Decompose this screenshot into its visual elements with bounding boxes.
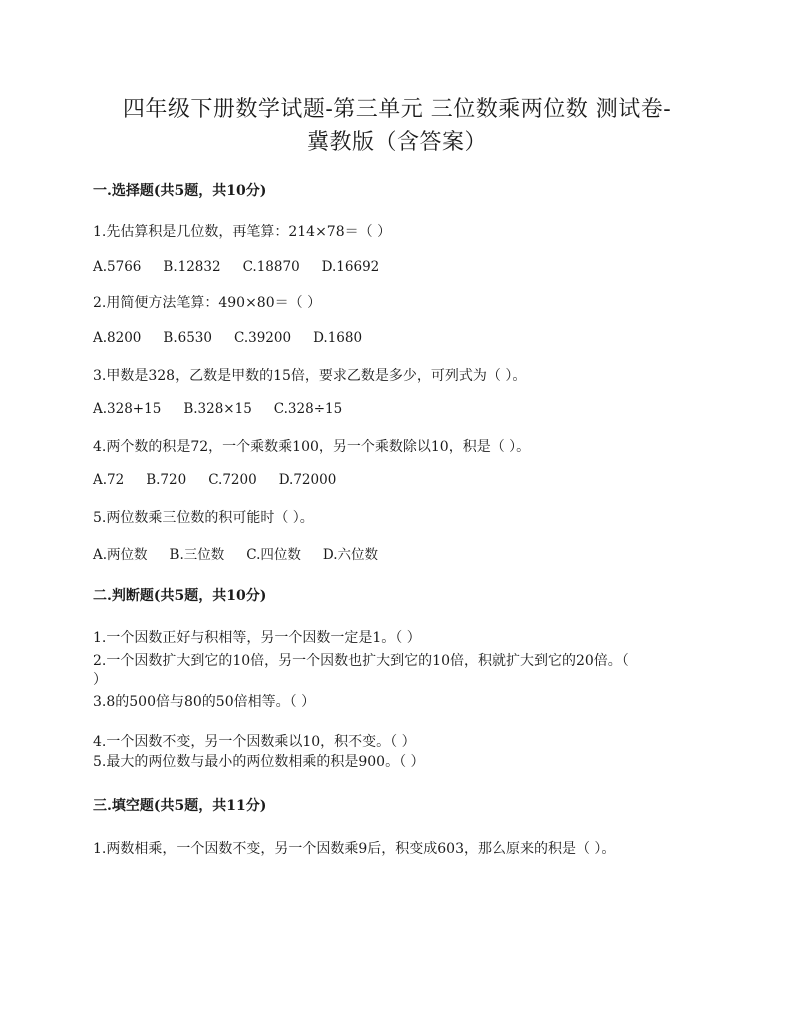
s1-question-2: 2.用简便方法笔算：490×80＝（ ） bbox=[93, 295, 322, 311]
option-a: A.5766 bbox=[93, 259, 142, 275]
option-b: B.6530 bbox=[163, 330, 212, 346]
option-a: A.72 bbox=[93, 472, 125, 488]
page-title-line1: 四年级下册数学试题-第三单元 三位数乘两位数 测试卷- bbox=[122, 97, 672, 122]
s1-q1-options bbox=[93, 259, 379, 275]
option-c: C.18870 bbox=[242, 259, 300, 275]
option-d: D.1680 bbox=[313, 330, 363, 346]
option-a: A.328+15 bbox=[93, 401, 162, 417]
s1-q4-options bbox=[93, 472, 336, 488]
option-d: D.16692 bbox=[321, 259, 380, 275]
s2-question-2-cont: ） bbox=[93, 672, 107, 688]
option-c: C.328÷15 bbox=[273, 401, 343, 417]
option-c: C.39200 bbox=[233, 330, 292, 346]
s2-question-3: 3.8的500倍与80的50倍相等。（ ） bbox=[93, 694, 316, 710]
option-d: D.六位数 bbox=[322, 547, 379, 563]
s3-question-1: 1.两数相乘，一个因数不变，另一个因数乘9后，积变成603，那么原来的积是（ ）。 bbox=[93, 841, 616, 857]
section3-heading: 三.填空题(共5题，共11分) bbox=[93, 798, 267, 814]
option-a: A.两位数 bbox=[93, 547, 148, 563]
s1-question-1: 1.先估算积是几位数，再笔算：214×78＝（ ） bbox=[93, 224, 392, 240]
section2-heading: 二.判断题(共5题，共10分) bbox=[93, 588, 267, 604]
section1-heading: 一.选择题(共5题，共10分) bbox=[93, 183, 267, 199]
s1-question-4: 4.两个数的积是72，一个乘数乘100，另一个乘数除以10，积是（ ）。 bbox=[93, 439, 531, 455]
s2-question-5: 5.最大的两位数与最小的两位数相乘的积是900。（ ） bbox=[93, 754, 425, 770]
s1-q2-options bbox=[93, 330, 362, 346]
option-b: B.720 bbox=[146, 472, 187, 488]
s1-q3-options bbox=[93, 401, 342, 417]
page-title-line2: 冀教版（含答案） bbox=[306, 130, 487, 155]
s2-question-2: 2.一个因数扩大到它的10倍，另一个因数也扩大到它的10倍，积就扩大到它的20倍。（ bbox=[93, 653, 629, 669]
option-d: D.72000 bbox=[278, 472, 337, 488]
s1-question-3: 3.甲数是328，乙数是甲数的15倍，要求乙数是多少，可列式为（ ）。 bbox=[93, 368, 527, 384]
option-b: B.三位数 bbox=[169, 547, 225, 563]
s2-question-4: 4.一个因数不变，另一个因数乘以10，积不变。（ ） bbox=[93, 734, 416, 750]
option-c: C.7200 bbox=[208, 472, 257, 488]
option-b: B.12832 bbox=[163, 259, 221, 275]
s1-q5-options bbox=[93, 543, 378, 563]
s2-question-1: 1.一个因数正好与积相等，另一个因数一定是1。（ ） bbox=[93, 630, 421, 646]
option-a: A.8200 bbox=[93, 330, 142, 346]
option-b: B.328×15 bbox=[183, 401, 252, 417]
option-c: C.四位数 bbox=[246, 547, 301, 563]
s1-question-5: 5.两位数乘三位数的积可能时（ ）。 bbox=[93, 510, 314, 526]
